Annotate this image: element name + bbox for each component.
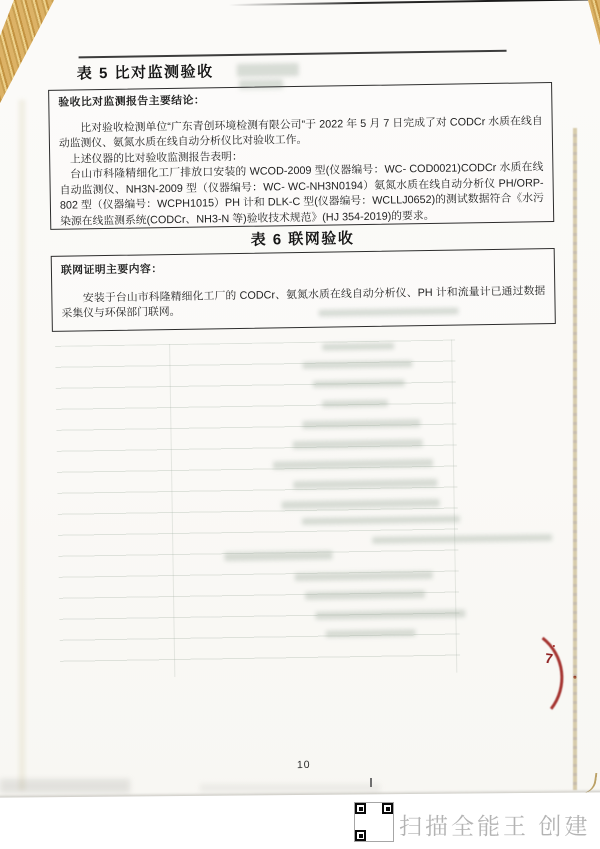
table5-title: 表 5 比对监测验收 (76, 63, 214, 83)
watermark-label: 扫描全能王 创建 (399, 813, 591, 839)
bleed-blob (237, 63, 299, 77)
qr-finder-icon (382, 803, 393, 814)
red-stamp-arc (454, 620, 570, 736)
instruments-paragraph: 台山市科隆精细化工厂排放口安装的 WCOD-2009 型(仪器编号：WC- COD0021)CODCr 水质在线自动监测仪、NH3N-2009 型（仪器编号：WC- WC-NH3N0194）氨氮水质在线自动分析仪 PH/ORP-802 型（仪器编号：WCPH1015）PH 计和 DLK-C 型(仪器编号：WCLLJ0652)的测试数据符合《水污染源在线监测系统(CODCr、NH3-N 等)验收技术规范》(HJ 354-2019)的要求。 (59, 161, 544, 228)
bleed-blob (313, 379, 405, 387)
scan-smudge (200, 784, 380, 792)
red-ink-dot (553, 645, 555, 647)
bleed-blob (322, 343, 394, 351)
bleed-blob (224, 551, 332, 562)
qr-finder-icon (355, 830, 366, 841)
conclusion-heading: 验收比对监测报告主要结论： (58, 94, 206, 109)
paper-left-edge (19, 100, 25, 790)
scan-smudge (0, 779, 130, 793)
table6-title: 表 6 联网验收 (250, 230, 355, 249)
network-heading: 联网证明主要内容： (60, 263, 163, 277)
instruments-intro: 上述仪器的比对验收监测报告表明： (69, 150, 243, 166)
qr-code-icon (355, 803, 393, 841)
table5-box (48, 82, 554, 230)
table6-box (51, 248, 556, 332)
camscanner-watermark (355, 803, 591, 845)
qr-finder-icon (355, 803, 366, 814)
bleed-blob (326, 629, 416, 637)
handwritten-mark: 7 (544, 649, 554, 667)
header-rule (79, 50, 507, 58)
small-tick-mark (370, 778, 372, 787)
bleed-blob (372, 534, 552, 544)
bleed-blob (322, 400, 388, 408)
page-number: 10 (296, 758, 311, 772)
network-paragraph: 安装于台山市科隆精细化工厂的 CODCr、氨氮水质在线自动分析仪、PH 计和流量计已通过数据采集仪与环保部门联网。 (61, 284, 546, 320)
paper-right-edge (573, 128, 577, 790)
conclusion-paragraph: 比对验收检测单位“广东青创环境检测有限公司”于 2022 年 5 月 7 日完成了对 CODCr 水质在线自动监测仪、氨氮水质在线自动分析仪比对验收工作。 (58, 114, 543, 150)
top-edge-line (229, 0, 594, 6)
